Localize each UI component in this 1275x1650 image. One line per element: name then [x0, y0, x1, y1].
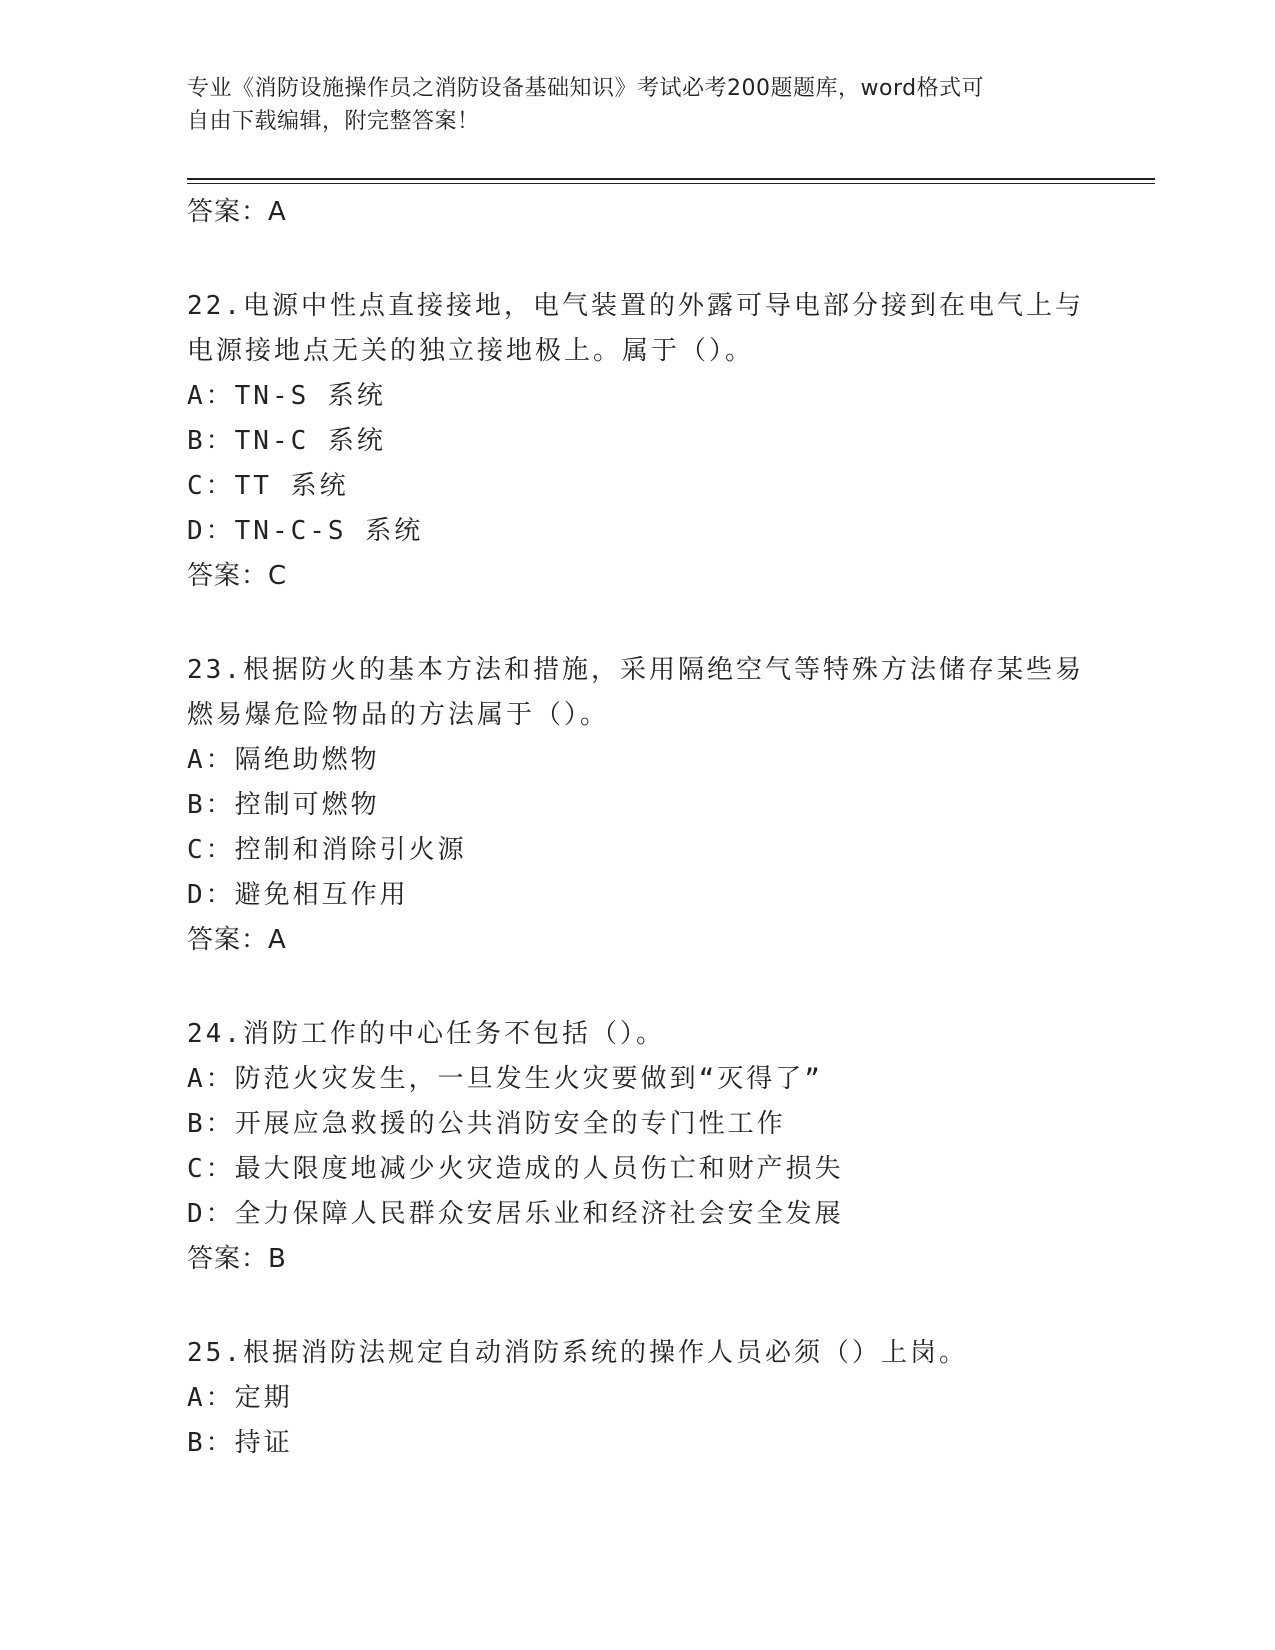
document-header [187, 72, 1067, 138]
question-list [187, 190, 1087, 1466]
option-a: A：防范火灾发生，一旦发生火灾要做到“灭得了” [187, 1064, 823, 1094]
option-b: B：持证 [187, 1428, 293, 1458]
question-stem: 燃易爆危险物品的方法属于（）。 [187, 700, 610, 730]
header-line-1: 专业《消防设施操作员之消防设备基础知识》考试必考200题题库，word格式可 [187, 76, 985, 101]
option-c: C：最大限度地减少火灾造成的人员伤亡和财产损失 [187, 1154, 844, 1184]
question-stem: 22.电源中性点直接接地，电气装置的外露可导电部分接到在电气上与 [187, 291, 1084, 321]
option-a: A：TN-S 系统 [187, 381, 386, 411]
question-23 [187, 648, 1087, 963]
question-22 [187, 284, 1087, 599]
question-stem: 电源接地点无关的独立接地极上。属于（）。 [187, 336, 755, 366]
option-d: D：TN-C-S 系统 [187, 516, 424, 546]
option-b: B：开展应急救援的公共消防安全的专门性工作 [187, 1109, 786, 1139]
option-a: A：定期 [187, 1383, 293, 1413]
option-a: A：隔绝助燃物 [187, 745, 380, 775]
header-divider-thin [187, 183, 1155, 184]
option-c: C：控制和消除引火源 [187, 835, 467, 865]
header-line-2: 自由下载编辑，附完整答案！ [187, 109, 480, 134]
question-24 [187, 1012, 1087, 1282]
question-stem: 25.根据消防法规定自动消防系统的操作人员必须（）上岗。 [187, 1338, 968, 1368]
question-stem: 24.消防工作的中心任务不包括（）。 [187, 1019, 665, 1049]
option-d: D：避免相互作用 [187, 880, 409, 910]
answer-line: 答案：C [187, 561, 288, 591]
question-25 [187, 1331, 1087, 1466]
answer-line: 答案：B [187, 1244, 287, 1274]
header-divider [187, 178, 1155, 180]
option-b: B：控制可燃物 [187, 790, 380, 820]
option-c: C：TT 系统 [187, 471, 349, 501]
option-d: D：全力保障人民群众安居乐业和经济社会安全发展 [187, 1199, 844, 1229]
answer-line: 答案：A [187, 197, 287, 227]
answer-line: 答案：A [187, 925, 287, 955]
option-b: B：TN-C 系统 [187, 426, 386, 456]
question-stem: 23.根据防火的基本方法和措施，采用隔绝空气等特殊方法储存某些易 [187, 655, 1084, 685]
